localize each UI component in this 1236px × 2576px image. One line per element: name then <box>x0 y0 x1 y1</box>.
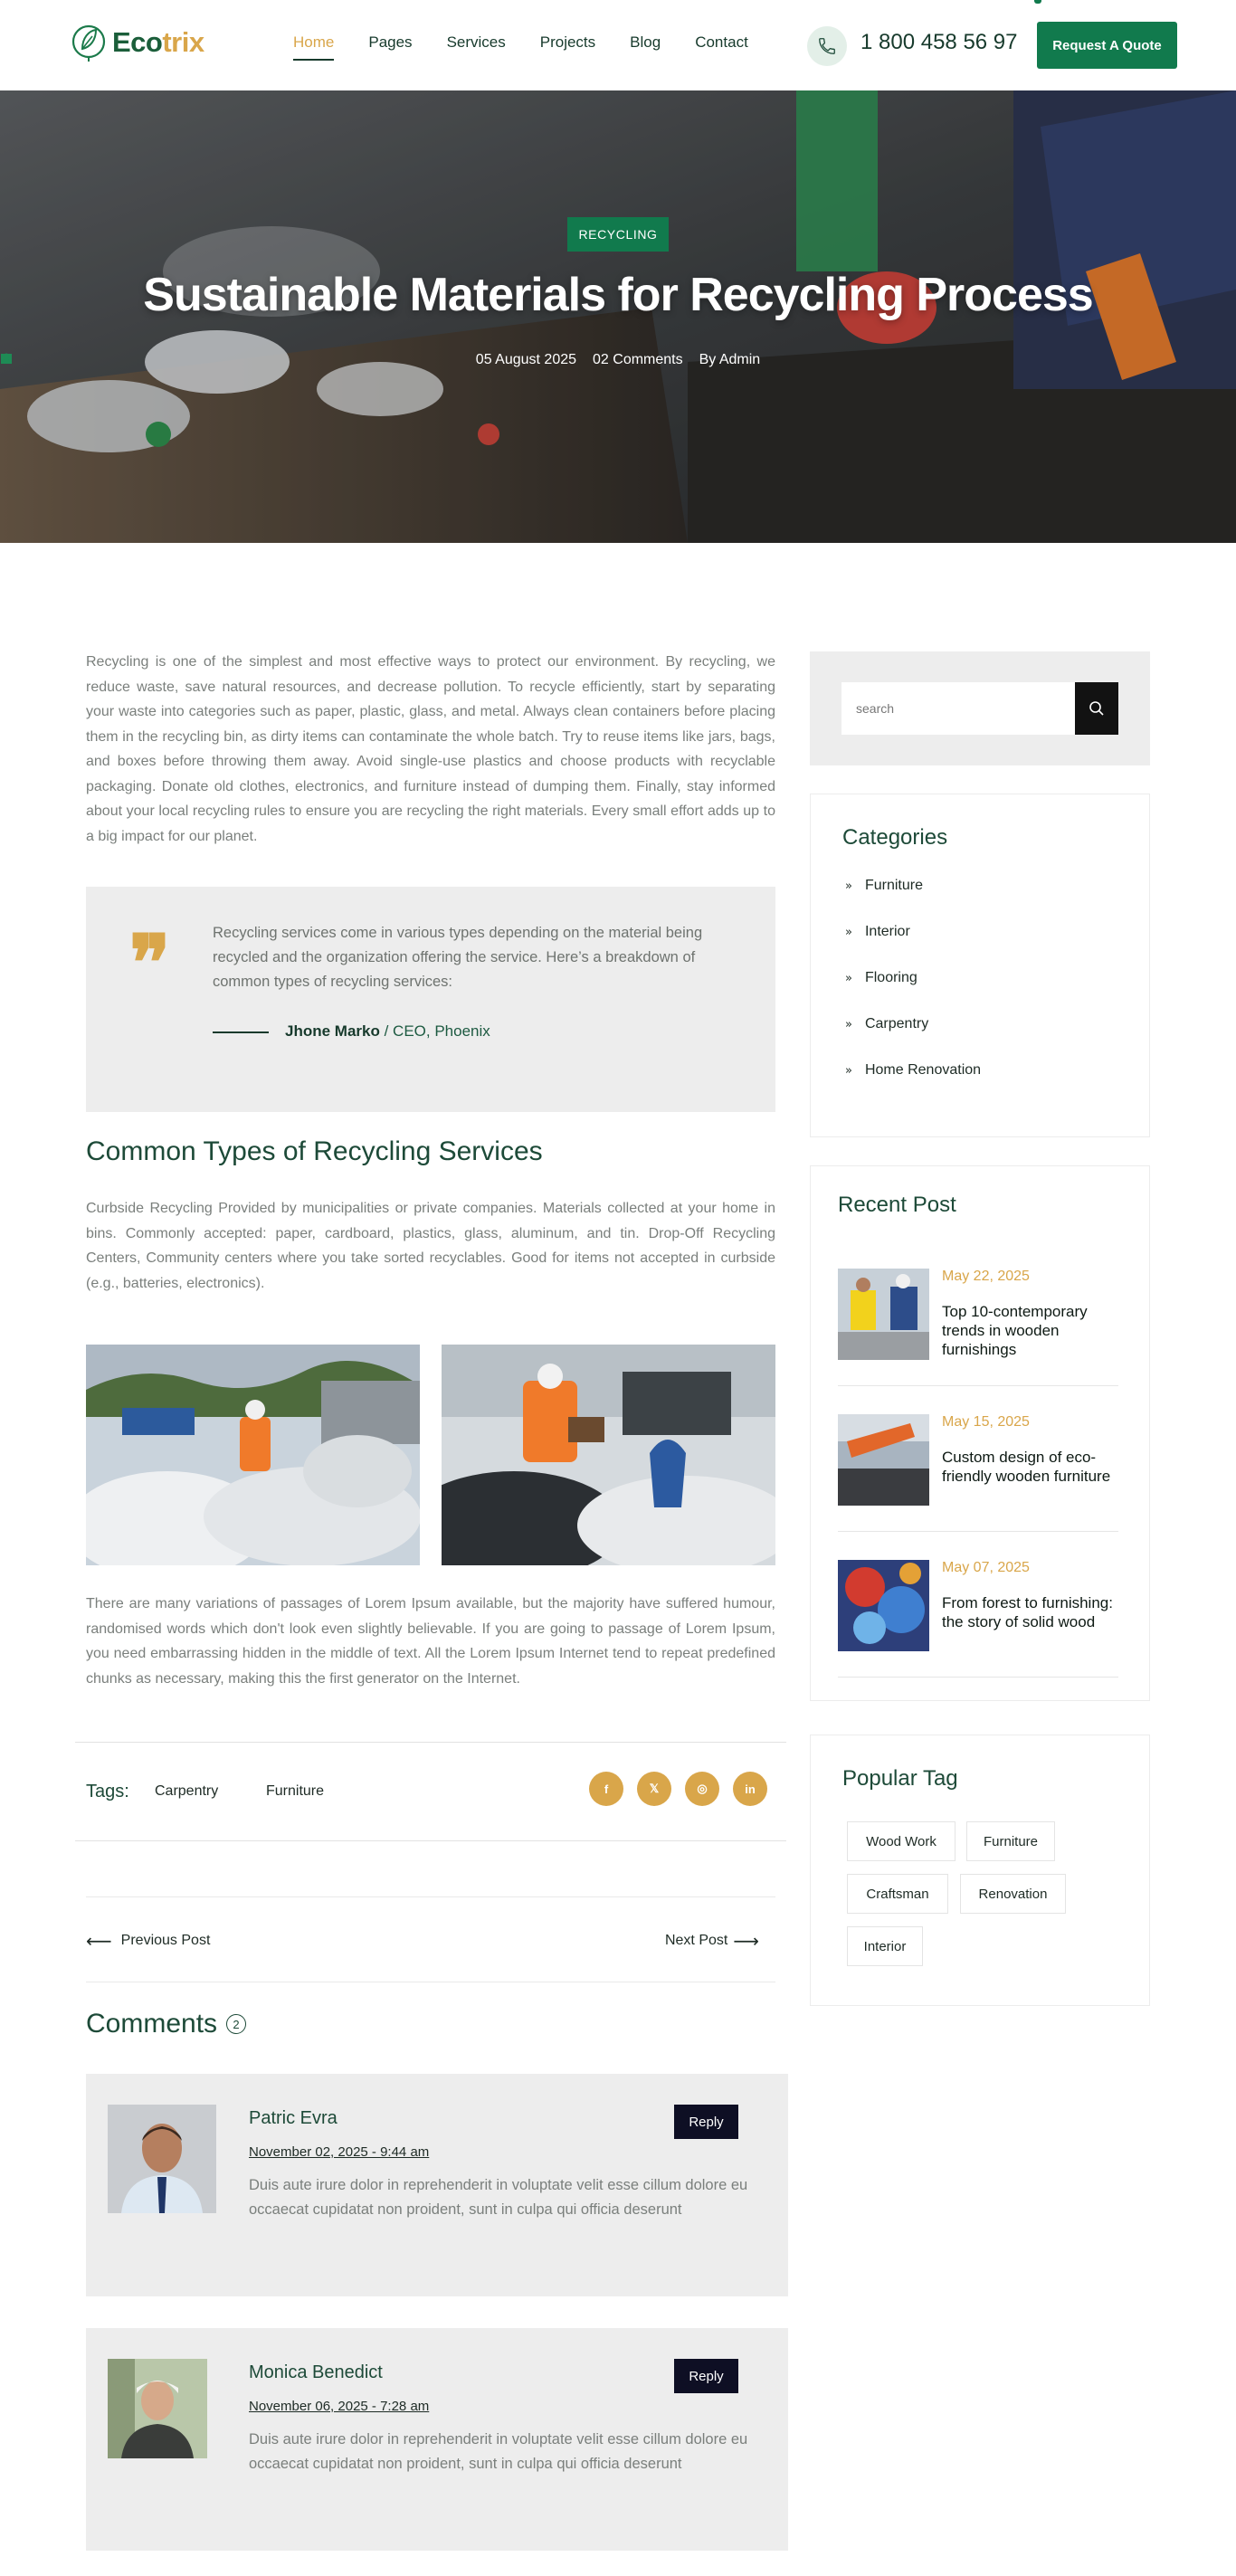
double-chevron-icon: » <box>845 971 852 985</box>
request-quote-button[interactable]: Request A Quote <box>1037 22 1177 69</box>
recent-post-thumbnail[interactable] <box>838 1269 929 1360</box>
comment-author: Patric Evra <box>249 2108 338 2128</box>
comment-text: Duis aute irure dolor in reprehenderit in voluptate velit esse cillum dolore eu occaecat cupidatat non proident, sunt in culpa qui officia deserunt <box>249 2431 748 2472</box>
tag-furniture[interactable]: Furniture <box>266 1783 325 1799</box>
category-interior[interactable]: » Interior <box>845 924 910 939</box>
search-icon <box>1089 700 1105 717</box>
categories-title: Categories <box>842 825 948 850</box>
recent-post-thumbnail[interactable] <box>838 1560 929 1651</box>
category-carpentry[interactable]: » Carpentry <box>845 1016 929 1031</box>
recent-post-date: May 22, 2025 <box>942 1269 1030 1284</box>
next-post-link[interactable] <box>665 1930 759 1952</box>
recent-post-date: May 15, 2025 <box>942 1414 1030 1430</box>
x-twitter-icon[interactable]: 𝕏 <box>637 1772 671 1806</box>
search-button[interactable] <box>1075 682 1118 735</box>
post-comments-text: 02 Comments <box>593 352 683 367</box>
nav-blog[interactable]: Blog <box>630 33 661 51</box>
recent-post-title[interactable]: From forest to furnishing: the story of solid wood <box>942 1594 1113 1630</box>
reply-button[interactable]: Reply <box>674 2105 738 2139</box>
quote-divider <box>213 1031 269 1033</box>
tags-label: Tags: <box>86 1782 129 1801</box>
tag-wood-work[interactable]: Wood Work <box>847 1821 956 1861</box>
linkedin-icon[interactable]: in <box>733 1772 767 1806</box>
quote-text: Recycling services come in various types depending on the material being recycled and the organization offering the service. Here’s a breakdown of common types of recycling services: <box>213 925 703 990</box>
recent-posts-title: Recent Post <box>838 1193 956 1217</box>
search-input[interactable] <box>841 682 1075 735</box>
recent-post-thumbnail[interactable] <box>838 1414 929 1506</box>
category-flooring[interactable]: » Flooring <box>845 970 917 985</box>
tag-craftsman[interactable]: Craftsman <box>847 1874 948 1914</box>
post-meta <box>0 352 1236 368</box>
header-accent-mark <box>1034 0 1041 4</box>
comments-title: Comments <box>86 2009 218 2039</box>
closing-text: There are many variations of passages of Lorem Ipsum available, but the majority have suffered humour, randomised words which don't look even slightly believable. If you are going to passage of Lorem Ipsum, you need embarrassing hidden in the middle of text. All the Lorem Ipsum Internet tend to repeat predefined chunks as necessary, making this the first generator on the Internet. <box>86 1596 775 1687</box>
post-comments[interactable] <box>593 352 683 368</box>
comment-item <box>86 2328 788 2551</box>
tag-interior[interactable]: Interior <box>847 1926 923 1966</box>
site-header <box>0 0 1236 90</box>
post-title: Sustainable Materials for Recycling Process <box>143 269 1093 321</box>
double-chevron-icon: » <box>845 879 852 893</box>
reply-button[interactable]: Reply <box>674 2359 738 2393</box>
section-text: Curbside Recycling Provided by municipalities or private companies. Materials collected at your home in bins. Commonly accepted: paper, cardboard, plastics, glass, aluminum, and tin. Drop-Off Recycling Centers, Community centers where you take sorted recyclables. Good for items not accepted in curbside (e.g., batteries, electronics). <box>86 1201 775 1291</box>
avatar <box>108 2105 216 2213</box>
categories-widget <box>810 794 1150 1137</box>
quote-author: Jhone Marko / CEO, Phoenix <box>285 1022 490 1040</box>
recycling-worker-image <box>86 1345 420 1565</box>
arrow-left-icon: ⟵ <box>86 1930 112 1952</box>
comment-date[interactable]: November 02, 2025 - 9:44 am <box>249 2144 430 2160</box>
category-badge[interactable]: RECYCLING <box>567 217 669 252</box>
search-widget <box>810 651 1150 765</box>
article-intro: Recycling is one of the simplest and most effective ways to protect our environment. By recycling, we reduce waste, save natural resources, and decrease pollution. To recycle efficiently, start by separating your waste into categories such as paper, plastic, glass, and metal. Always clean containers before placing them in the recycling bin, as dirty items can contaminate the whole batch. Try to reuse items like jars, bags, and boxes before throwing them away. Avoid single-use plastics and choose products with recyclable packaging. Donate old clothes, electronics, and furniture instead of dumping them. Finally, stay informed about your local recycling rules to ensure you are recycling the right materials. Every small effort adds up to a big impact for our planet. <box>86 654 775 844</box>
previous-post-link[interactable] <box>86 1930 210 1952</box>
popular-tags-title: Popular Tag <box>842 1766 958 1791</box>
category-home-renovation[interactable]: » Home Renovation <box>845 1062 982 1078</box>
post-navigation <box>86 1896 775 1982</box>
blockquote <box>86 887 775 1112</box>
logo[interactable] <box>71 22 204 63</box>
comments-heading <box>86 2009 246 2039</box>
quote-icon: ❞ <box>129 917 171 1007</box>
double-chevron-icon: » <box>845 1063 852 1078</box>
leaf-logo-icon <box>71 22 107 63</box>
double-chevron-icon: » <box>845 1017 852 1031</box>
comment-date[interactable]: November 06, 2025 - 7:28 am <box>249 2399 430 2414</box>
logo-text: Ecotrix <box>112 26 204 58</box>
phone-icon[interactable] <box>807 26 847 66</box>
recent-posts-widget <box>810 1165 1150 1701</box>
category-furniture[interactable]: » Furniture <box>845 878 923 893</box>
recent-post-date: May 07, 2025 <box>942 1560 1030 1575</box>
instagram-icon[interactable]: ◎ <box>685 1772 719 1806</box>
recent-post-title[interactable]: Top 10-contemporary trends in wooden furnishings <box>942 1303 1088 1358</box>
user-icon <box>0 352 13 365</box>
arrow-right-icon: ⟶ <box>733 1930 759 1952</box>
nav-pages[interactable]: Pages <box>368 33 413 51</box>
recent-post-item[interactable] <box>838 1414 1118 1532</box>
comment-item <box>86 2074 788 2296</box>
previous-post-label: Previous Post <box>120 1933 211 1948</box>
post-date-text: 05 August 2025 <box>475 352 577 367</box>
section-heading: Common Types of Recycling Services <box>86 1136 543 1166</box>
recent-post-item[interactable] <box>838 1269 1118 1386</box>
nav-projects[interactable]: Projects <box>539 33 596 51</box>
comment-text: Duis aute irure dolor in reprehenderit in voluptate velit esse cillum dolore eu occaecat cupidatat non proident, sunt in culpa qui officia deserunt <box>249 2177 748 2218</box>
main-nav <box>293 33 783 61</box>
avatar <box>108 2359 207 2458</box>
worker-clipboard-image <box>442 1345 775 1565</box>
comment-author: Monica Benedict <box>249 2362 383 2382</box>
nav-contact[interactable]: Contact <box>695 33 748 51</box>
next-post-label: Next Post <box>664 1933 728 1948</box>
recent-post-item[interactable] <box>838 1560 1118 1678</box>
tag-renovation[interactable]: Renovation <box>960 1874 1066 1914</box>
facebook-icon[interactable]: f <box>589 1772 623 1806</box>
comments-count: 2 <box>226 2014 246 2034</box>
tags-share-row <box>75 1742 786 1841</box>
recent-post-title[interactable]: Custom design of eco-friendly wooden furniture <box>942 1449 1111 1485</box>
post-author[interactable] <box>699 352 761 368</box>
nav-home[interactable]: Home <box>293 33 334 61</box>
phone-number[interactable]: 1 800 458 56 97 <box>860 30 1018 54</box>
hero-banner <box>0 90 1236 543</box>
tag-carpentry[interactable]: Carpentry <box>155 1783 219 1799</box>
tag-furniture[interactable]: Furniture <box>966 1821 1055 1861</box>
post-author-text: By Admin <box>699 352 761 367</box>
nav-services[interactable]: Services <box>446 33 506 51</box>
post-date <box>476 352 576 368</box>
double-chevron-icon: » <box>845 925 852 939</box>
popular-tags-widget <box>810 1735 1150 2006</box>
